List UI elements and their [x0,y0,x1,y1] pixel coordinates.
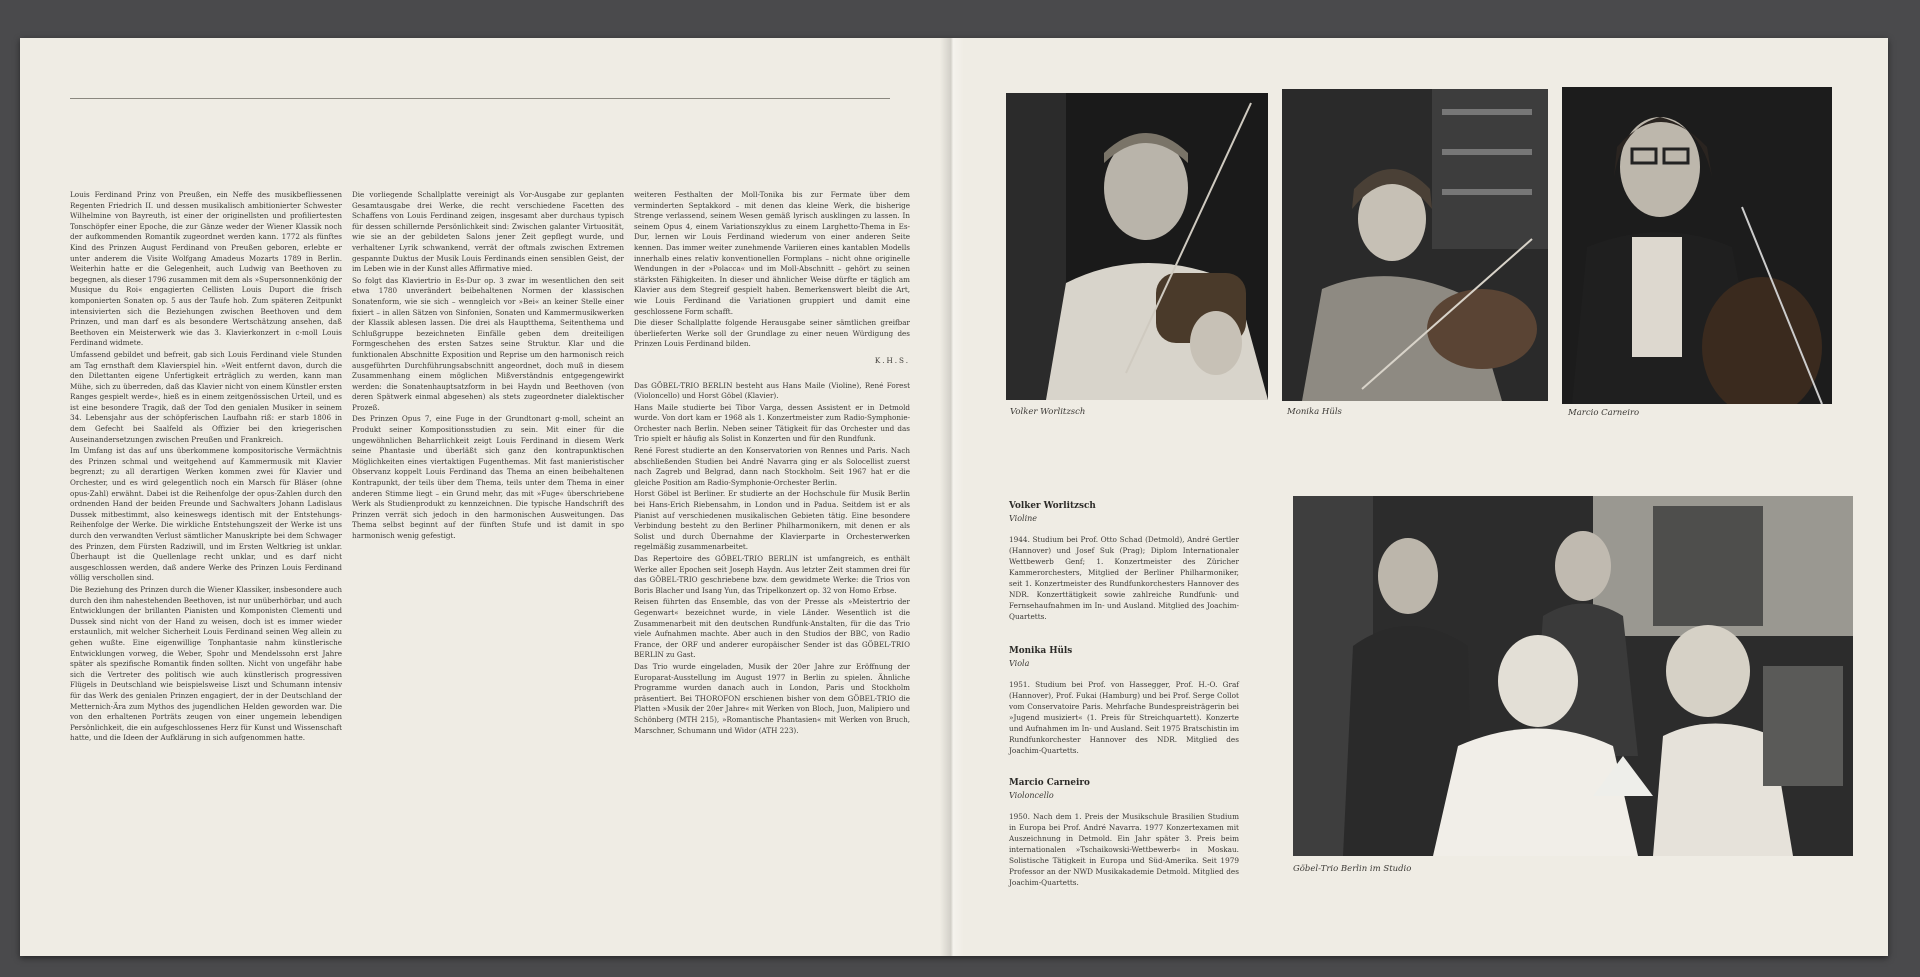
paragraph: weiteren Festhalten der Moll-Tonika bis zur Fermate über dem verminderten Septakkord – mit denen das kleine Werk, die bisherige Strenge verlassend, seinem Wesen gemäß lyrisch ausklingen zu lassen. In seinem Opus 4, einem Variationszyklus zu einem Larghetto-Thema in Es-Dur, lernen wir Louis Ferdinand wiederum von einer anderen Seite kennen. Das immer weiter zunehmende Variieren eines kantablen Modells innerhalb eines relativ konventionellen Formplans – nicht ohne originelle Wendungen in der »Polacca« und im Moll-Abschnitt – gehört zu seinen stärksten Fähigkeiten. In dieser und ähnlicher Weise dürfte er täglich am Klavier aus dem Stegreif gespielt haben. Bemerkenswert bleibt die Art, wie Louis Ferdinand die Variationen gruppiert und damit eine geschlossene Form schafft. [634,190,910,316]
bio-instrument: Violine [1009,514,1038,523]
paragraph: Die dieser Schallplatte folgende Herausgabe seiner sämtlichen greifbar überlieferten Werke soll der Grundlage zu einer neuen Würdigung des Prinzen Louis Ferdinand bilden. [634,318,910,349]
paragraph: Das Trio wurde eingeladen, Musik der 20er Jahre zur Eröffnung der Europarat-Ausstellung im August 1977 in Berlin zu spielen. Ähnliche Programme wurden danach auch in London, Paris und Stockholm präsentiert. Bei THOROFON erschienen bisher von dem GÖBEL-TRIO die Platten »Musik der 20er Jahre« mit Werken von Bloch, Juon, Malipiero und Schönberg (MTH 215), »Romantische Phantasien« mit Werken von Bruch, Marschner, Schumann und Widor (ATH 223). [634,661,910,735]
paragraph: Louis Ferdinand Prinz von Preußen, ein Neffe des musikbefliessenen Regenten Friedrich II. und dessen musikalisch ambitionierter Schwester Wilhelmine von Bayreuth, ist einer der originellsten und profiliertesten Tonschöpfer einer Epoche, die zur Gänze weder der Wiener Klassik noch der aufkommenden Romantik zugeordnet werden kann. 1772 als fünftes Kind des Prinzen August Ferdinand von Preußen geboren, erlebte er unter anderem die Visite Wolfgang Amadeus Mozarts 1789 in Berlin. Weiterhin hatte er die Gelegenheit, auch Ludwig van Beethoven zu begegnen, als dieser 1796 zusammen mit dem als »Supersonnenkönig der Musique du Roi« engagierten Cellisten Louis Duport die frisch komponierten Sonaten op. 5 aus der Taufe hob. Zum späteren Zeitpunkt intensivierten sich die Beziehungen zwischen Beethoven und dem Prinzen, und man darf es als besondere Wertschätzung ansehen, daß Beethoven ein Meisterwerk wie das 3. Klavierkonzert in c-moll Louis Ferdinand widmete. [70,190,342,348]
paragraph: Hans Maile studierte bei Tibor Varga, dessen Assistent er in Detmold wurde. Von dort kam er 1968 als 1. Konzertmeister zum Radio-Symphonie-Orchester nach Berlin. Neben seiner Tätigkeit für das Orchester und das Trio spielt er häufig als Solist in Konzerten und für den Rundfunk. [634,402,910,444]
bio-text: 1944. Studium bei Prof. Otto Schad (Detmold), André Gertler (Hannover) und Josef Suk (Prag); Diplom Internationaler Wettbewerb Genf; 1. Konzertmeister des Züricher Kammerorchesters, Mitglied der Berliner Philharmoniker, seit 1. Konzertmeister des Rundfunkorchesters Hannover des NDR. Konzerttätigkeit sowie zahlreiche Rundfunk- und Fernsehaufnahmen im In- und Ausland. Mitglied des Joachim-Quartetts. [1009,535,1239,621]
paragraph: Die Beziehung des Prinzen durch die Wiener Klassiker, insbesondere auch durch den ihm nahestehenden Beethoven, ist nur unüberhörbar, und auch Entwicklungen der brillanten Pianisten und Komponisten Clementi und Dussek sind nicht von der Hand zu weisen, doch ist es immer wieder erstaunlich, mit welcher Sicherheit Louis Ferdinand seinen Weg allein zu gehen wußte. Eine eigenwillige Tonphantasie nahm künstlerische Entwicklungen vorweg, die Weber, Spohr und Mendelssohn erst Jahre später als spezifische Romantik finden sollten. Nicht von ungefähr habe sich die Vertreter des politisch wie auch künstlerisch progressiven Flügels in Deutschland wie beispielsweise Liszt und Schumann intensiv für das Werk des genialen Prinzen engagiert, der in der Deutschland der Metternich-Ära zum Mythos des jugendlichen Helden geworden war. Die von den erhaltenen Porträts zeugen von einer ungemein lebendigen Persönlichkeit, die ein aufgeschlossenes Herz für Kunst und Wissenschaft hatte, und die Ideen der Aufklärung in sich aufgenommen hatte. [70,584,342,743]
bio-name: Volker Worlitzsch [1009,501,1096,511]
bio-instrument: Violoncello [1009,791,1054,800]
paragraph: René Forest studierte an den Konservatorien von Rennes und Paris. Nach abschließenden Studien bei André Navarra ging er als Solocellist zuerst nach Zagreb und Belgrad, dann nach Stockholm. Seit 1967 hat er die gleiche Position am Radio-Symphonie-Orchester Berlin. [634,446,910,487]
paragraph: Des Prinzen Opus 7, eine Fuge in der Grundtonart g-moll, scheint an Produkt seiner Kompositionsstudien zu sein. Mit einer für die ungewöhnlichen Beharrlichkeit zeigt Louis Ferdinand in diesem Werk seine Phantasie und überläßt sich ganz den kontrapunktischen Möglichkeiten eines viertaktigen Fugenthemas. Mit fast manieristischer Observanz koppelt Louis Ferdinand das Thema an einen beibehaltenen Kontrapunkt, der teils über dem Thema, teils unter dem Thema in einer anderen Stimme liegt – ein Grund mehr, das mit »Fuge« überschriebene Werk als Studienprodukt zu kennzeichnen. Die typische Handschrift des Prinzen verrät sich jedoch in den harmonischen Ausweitungen. Das Thema selbst beginnt auf der fünften Stufe und ist damit in spo harmonisch wenig gefestigt. [352,414,624,540]
paragraph: Das Repertoire des GÖBEL-TRIO BERLIN ist umfangreich, es enthält Werke aller Epochen seit Joseph Haydn. Aus letzter Zeit stammen drei für das GÖBEL-TRIO geschriebene bzw. dem gewidmete Werke: die Trios von Boris Blacher und Isang Yun, das Tripelkonzert op. 32 von Homo Erbse. [634,554,910,595]
paragraph: Das GÖBEL-TRIO BERLIN besteht aus Hans Maile (Violine), René Forest (Violoncello) und Horst Göbel (Klavier). [634,380,910,401]
caption-trio-studio: Göbel-Trio Berlin im Studio [1293,864,1412,874]
bio-monika-huels [1009,646,1239,756]
photo-monika-huels [1282,89,1548,401]
paragraph: So folgt das Klaviertrio in Es-Dur op. 3 zwar im wesentlichen den seit etwa 1780 unverändert beibehaltenen Normen der klassischen Sonatenform, wie sie sich – wenngleich vor »Bei« an keiner Stelle einer fixiert – in allen Sätzen von Sinfonien, Sonaten und Kammermusikwerken der Klassik ablesen lassen. Die drei als Hauptthema, Seitenthema und Schlußgruppe bezeichneten Einfälle geben dem dreiteiligen Formgeschehen des ersten Satzes seine Struktur. Klar und die funktionalen Abschnitte Exposition und Reprise um den harmonisch reich ausgeführten Durchführungsabschnitt angeordnet, doch muß in diesem Zusammenhang einem möglichen Mißverständnis entgegengewirkt werden: die Sonatenhauptsatzform in bei Haydn und Beethoven (von deren Spätwerk einmal abgesehen) als stets zugeordneter dialektischer Prozeß. [352,275,624,412]
bio-volker-worlitzsch [1009,501,1239,622]
photo-goebel-trio-studio [1293,496,1853,856]
liner-notes-column-3 [634,190,910,737]
bio-text: 1950. Nach dem 1. Preis der Musikschule Brasilien Studium in Europa bei Prof. André Navarra. 1977 Konzertexamen mit Auszeichnung in Detmold. Ein Jahr später 3. Preis beim internationalen »Tschaikowski-Wettbewerb« in Moskau. Solistische Tätigkeit in Europa und Süd-Amerika. Seit 1979 Professor an der NWD Musikakademie Detmold. Mitglied des Joachim-Quartetts. [1009,812,1239,887]
album-gatefold [20,38,1888,956]
paragraph: Die vorliegende Schallplatte vereinigt als Vor-Ausgabe zur geplanten Gesamtausgabe drei Werke, die recht verschiedene Facetten des Schaffens von Louis Ferdinand zeigen, insgesamt aber durchaus typisch für dessen schillernde Persönlichkeit sind: Zwischen galanter Virtuosität, wie sie an der gebildeten Salons jener Zeit gepflegt wurde, und verhaltener Lyrik schwankend, verrät der oftmals zwischen Extremen gespannte Duktus der Musik Louis Ferdinands einen sensiblen Geist, der im Leben wie in der Kunst alles Affirmative mied. [352,190,624,274]
bio-instrument: Viola [1009,659,1030,668]
bio-text: 1951. Studium bei Prof. von Hassegger, Prof. H.-O. Graf (Hannover), Prof. Fukai (Hamburg) und bei Prof. Serge Collot vom Conservatoire Paris. Mehrfache Bundespreisträgerin bei »Jugend musiziert« (1. Preis für Streichquartett). Konzerte und Aufnahmen im In- und Ausland. Seit 1975 Bratschistin im Rundfunkorchester Hannover des NDR. Mitglied des Joachim-Quartetts. [1009,680,1239,755]
caption-marcio: Marcio Carneiro [1568,408,1640,418]
bio-marcio-carneiro [1009,778,1239,888]
liner-notes-column-2 [352,190,624,543]
photo-volker-worlitzsch [1006,93,1268,400]
caption-volker: Volker Worlitzsch [1010,407,1086,417]
caption-monika: Monika Hüls [1287,407,1342,417]
bio-name: Marcio Carneiro [1009,778,1090,788]
paragraph: Horst Göbel ist Berliner. Er studierte an der Hochschule für Musik Berlin bei Hans-Erich Riebensahm, in London und in Padua. Seitdem ist er als Pianist auf verschiedenen musikalischen Gebieten tätig. Eine besondere Verbindung besteht zu den Berliner Philharmonikern, mit denen er als Solist und durch Übernahme der Klavierparte in Orchesterwerken regelmäßig zusammenarbeitet. [634,489,910,552]
header-rule [70,98,890,99]
liner-notes-column-1 [70,190,342,745]
photo-marcio-carneiro [1562,87,1832,404]
bio-name: Monika Hüls [1009,646,1073,656]
paragraph: Reisen führten das Ensemble, das von der Presse als »Meistertrio der Gegenwart« bezeichnet wurde, in viele Länder. Wesentlich ist die Zusammenarbeit mit den deutschen Rundfunk-Anstalten, für die das Trio viele Aufnahmen machte. Aber auch in den Studios der BBC, von Radio France, der ORF und anderer europäischer Sender ist das GÖBEL-TRIO BERLIN zu Gast. [634,597,910,660]
paragraph: Im Umfang ist das auf uns überkommene kompositorische Vermächtnis des Prinzen schmal und weitgehend auf Kammermusik mit Klavier begrenzt; zu all derartigen Werken kommen zwei für Klavier und Orchester, und es wird gelegentlich noch ein Marsch für Bläser (ohne opus-Zahl) erwähnt. Dabei ist die Reihenfolge der opus-Zahlen durch den ordnenden Hand der beiden Freunde und Sachwalters Johann Ladislaus Dussek mitbestimmt, also keineswegs identisch mit der Entstehungs-Reihenfolge der Werke. Die wirkliche Entstehungszeit der Werke ist uns durch den verwandten Verlust sämtlicher Manuskripte bei dem Schwager des Prinzen, dem Fürsten Radziwill, und im Ersten Weltkrieg ist unklar. Überhaupt ist die Quellenlage recht unklar, und es darf nicht ausgeschlossen werden, daß andere Werke des Prinzen Louis Ferdinand völlig verschollen sind. [70,446,342,583]
author-initials: K.H.S. [874,355,910,365]
gatefold-crease [940,38,964,956]
paragraph: Umfassend gebildet und befreit, gab sich Louis Ferdinand viele Stunden am Tag ernsthaft dem Klavierspiel hin. »Weit entfernt davon, durch die den Dilettanten eigene Unfertigkeit erträglich zu werden, kann man Mühe, sich zu überreden, daß das Klavier nicht von einem Künstler ersten Ranges gespielt werde«, hieß es in einem zeitgenössischen Urteil, und es ist eine besondere Tragik, daß der Tod den genialen Musiker in seinem 34. Lebensjahr aus der schöpferischen Laufbahn riß: er starb 1806 in dem Gefecht bei Saalfeld als Offizier bei den kriegerischen Auseinandersetzungen zwischen Preußen und Frankreich. [70,349,342,444]
